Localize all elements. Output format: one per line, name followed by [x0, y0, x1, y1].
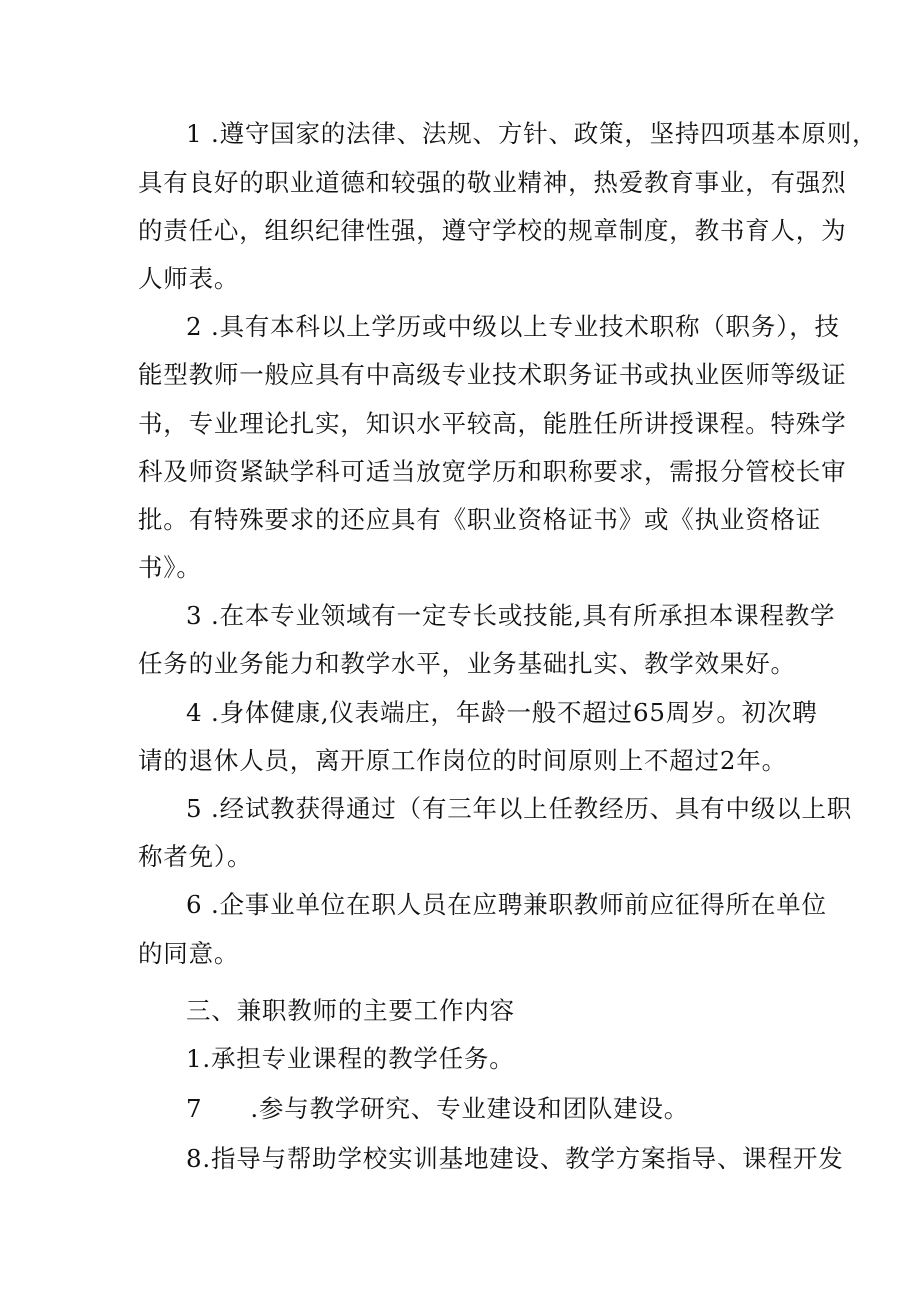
paragraph-6-line-1: 6 .企事业单位在职人员在应聘兼职教师前应征得所在单位: [186, 890, 827, 919]
paragraph-2-line-1: 2 .具有本科以上学历或中级以上专业技术职称（职务），技: [186, 312, 840, 341]
paragraph-2-line-3: 书，专业理论扎实，知识水平较高，能胜任所讲授课程。特殊学: [138, 409, 847, 438]
paragraph-4-line-2: 请的退休人员，离开原工作岗位的时间原则上不超过2年。: [138, 746, 787, 775]
paragraph-1-line-2: 具有良好的职业道德和较强的敬业精神，热爱教育事业，有强烈: [138, 168, 847, 197]
paragraph-2-line-6: 书》。: [138, 553, 202, 582]
paragraph-5-line-1: 5 .经试教获得通过（有三年以上任教经历、具有中级以上职: [186, 794, 853, 823]
paragraph-1-line-3: 的责任心，组织纪律性强，遵守学校的规章制度，教书育人，为: [138, 216, 847, 245]
list-item-2: [186, 1093, 689, 1125]
paragraph-6-line-2: 的同意。: [138, 939, 240, 968]
paragraph-1-line-1: 1 .遵守国家的法律、法规、方针、政策，坚持四项基本原则，: [186, 119, 878, 148]
list-item-2-number: 7: [186, 1094, 203, 1123]
paragraph-2-line-4: 科及师资紧缺学科可适当放宽学历和职称要求，需报分管校长审: [138, 457, 847, 486]
paragraph-2-line-5: 批。有特殊要求的还应具有《职业资格证书》或《执业资格证: [138, 505, 822, 534]
list-item-1: 1.承担专业课程的教学任务。: [186, 1044, 515, 1073]
paragraph-1-line-4: 人师表。: [138, 264, 240, 293]
list-item-2-text: .参与教学研究、专业建设和团队建设。: [250, 1094, 690, 1123]
paragraph-3-line-2: 任务的业务能力和教学水平，业务基础扎实、教学效果好。: [138, 649, 796, 678]
section-heading: 三、兼职教师的主要工作内容: [186, 996, 515, 1025]
paragraph-2-line-2: 能型教师一般应具有中高级专业技术职务证书或执业医师等级证: [138, 360, 847, 389]
paragraph-3-line-1: 3 .在本专业领域有一定专长或技能,具有所承担本课程教学: [186, 601, 836, 630]
paragraph-4-line-1: 4 .身体健康,仪表端庄，年龄一般不超过65周岁。初次聘: [186, 698, 818, 727]
list-item-3: 8.指导与帮助学校实训基地建设、教学方案指导、课程开发: [186, 1144, 844, 1173]
paragraph-5-line-2: 称者免）。: [138, 842, 253, 871]
